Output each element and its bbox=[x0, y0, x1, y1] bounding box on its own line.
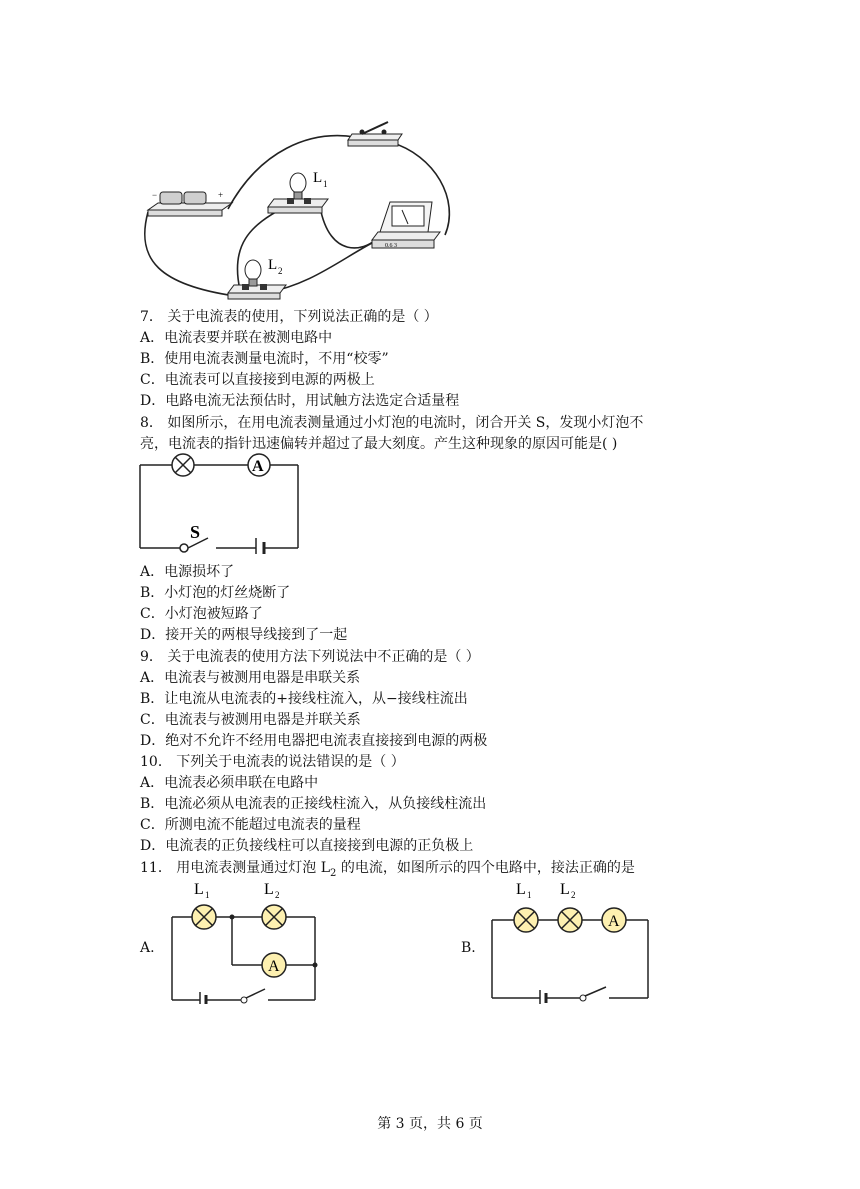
circuit-illustration bbox=[140, 110, 460, 305]
q11a-l2-sub: 2 bbox=[275, 890, 280, 900]
q7-stem: 7． 关于电流表的使用，下列说法正确的是（ ） bbox=[140, 309, 438, 325]
q8-option-b: B．小灯泡的灯丝烧断了 bbox=[140, 585, 291, 601]
q11-figure-b-label: B. bbox=[461, 940, 476, 956]
q8-ammeter-label: A bbox=[252, 458, 264, 475]
q11-circuit-b bbox=[488, 876, 652, 1004]
lamp-icon bbox=[192, 905, 216, 929]
q9-stem: 9． 关于电流表的使用方法下列说法中不正确的是（ ） bbox=[140, 649, 480, 665]
q9-option-b: B．让电流从电流表的+接线柱流入，从−接线柱流出 bbox=[140, 691, 468, 707]
lamp-l2-sub: 2 bbox=[278, 266, 283, 276]
q11-circuit-a bbox=[168, 876, 320, 1004]
q9-option-a: A．电流表与被测用电器是串联关系 bbox=[140, 670, 361, 686]
q11a-l1-sub: 1 bbox=[205, 890, 210, 900]
svg-text:+: + bbox=[218, 190, 224, 200]
q10-option-d: D．电流表的正负接线柱可以直接接到电源的正负极上 bbox=[140, 838, 474, 854]
q9-option-d: D．绝对不允许不经用电器把电流表直接接到电源的两极 bbox=[140, 733, 488, 749]
q11b-meter-label: A bbox=[608, 913, 620, 930]
q10-option-b: B．电流必须从电流表的正接线柱流入，从负接线柱流出 bbox=[140, 796, 487, 812]
q11a-l2-label: L bbox=[264, 881, 274, 898]
q11-stem-sub: 2 bbox=[330, 867, 337, 879]
q11b-l2-sub: 2 bbox=[571, 890, 576, 900]
q8-switch-label: S bbox=[190, 522, 201, 542]
meter-terminals: 0.6 3 bbox=[385, 243, 397, 249]
q8-option-d: D．接开关的两根导线接到了一起 bbox=[140, 627, 348, 643]
q8-option-a: A．电源损坏了 bbox=[140, 564, 235, 580]
lamp-l1-label: L bbox=[313, 170, 323, 186]
ammeter-icon bbox=[262, 953, 286, 977]
q11-stem-post: 的电流，如图所示的四个电路中，接法正确的是 bbox=[336, 860, 635, 876]
q11b-l2-label: L bbox=[560, 881, 570, 898]
lamp-icon bbox=[262, 905, 286, 929]
q10-option-a: A．电流表必须串联在电路中 bbox=[140, 775, 319, 791]
q7-option-a: A．电流表要并联在被测电路中 bbox=[140, 330, 333, 346]
q11-figure-a-label: A. bbox=[140, 940, 155, 956]
lamp-icon bbox=[558, 908, 582, 932]
q7-option-c: C．电流表可以直接接到电源的两极上 bbox=[140, 372, 375, 388]
q11b-l1-sub: 1 bbox=[527, 890, 532, 900]
q11a-meter-label: A bbox=[268, 958, 280, 975]
q10-option-c: C．所测电流不能超过电流表的量程 bbox=[140, 817, 361, 833]
q11b-l1-label: L bbox=[516, 881, 526, 898]
q8-stem-line2: 亮，电流表的指针迅速偏转并超过了最大刻度。产生这种现象的原因可能是( ) bbox=[140, 436, 618, 452]
q10-stem: 10． 下列关于电流表的说法错误的是（ ） bbox=[140, 754, 405, 770]
q8-stem-line1: 8． 如图所示，在用电流表测量通过小灯泡的电流时，闭合开关 S，发现小灯泡不 bbox=[140, 415, 644, 431]
q8-option-c: C．小灯泡被短路了 bbox=[140, 606, 263, 622]
svg-text:−: − bbox=[152, 190, 158, 200]
lamp-icon bbox=[514, 908, 538, 932]
lamp-l2-label: L bbox=[268, 257, 278, 273]
q7-option-b: B．使用电流表测量电流时，不用“校零” bbox=[140, 351, 389, 367]
q9-option-c: C．电流表与被测用电器是并联关系 bbox=[140, 712, 361, 728]
q11-stem-pre: 11． 用电流表测量通过灯泡 L bbox=[140, 860, 331, 876]
page-footer: 第 3 页，共 6 页 bbox=[377, 1116, 483, 1132]
q11a-l1-label: L bbox=[194, 881, 204, 898]
q8-circuit-diagram bbox=[138, 452, 302, 554]
ammeter-icon bbox=[602, 908, 626, 932]
switch-icon bbox=[180, 544, 188, 552]
q7-option-d: D．电路电流无法预估时，用试触方法选定合适量程 bbox=[140, 393, 460, 409]
lamp-l1-sub: 1 bbox=[323, 179, 328, 189]
